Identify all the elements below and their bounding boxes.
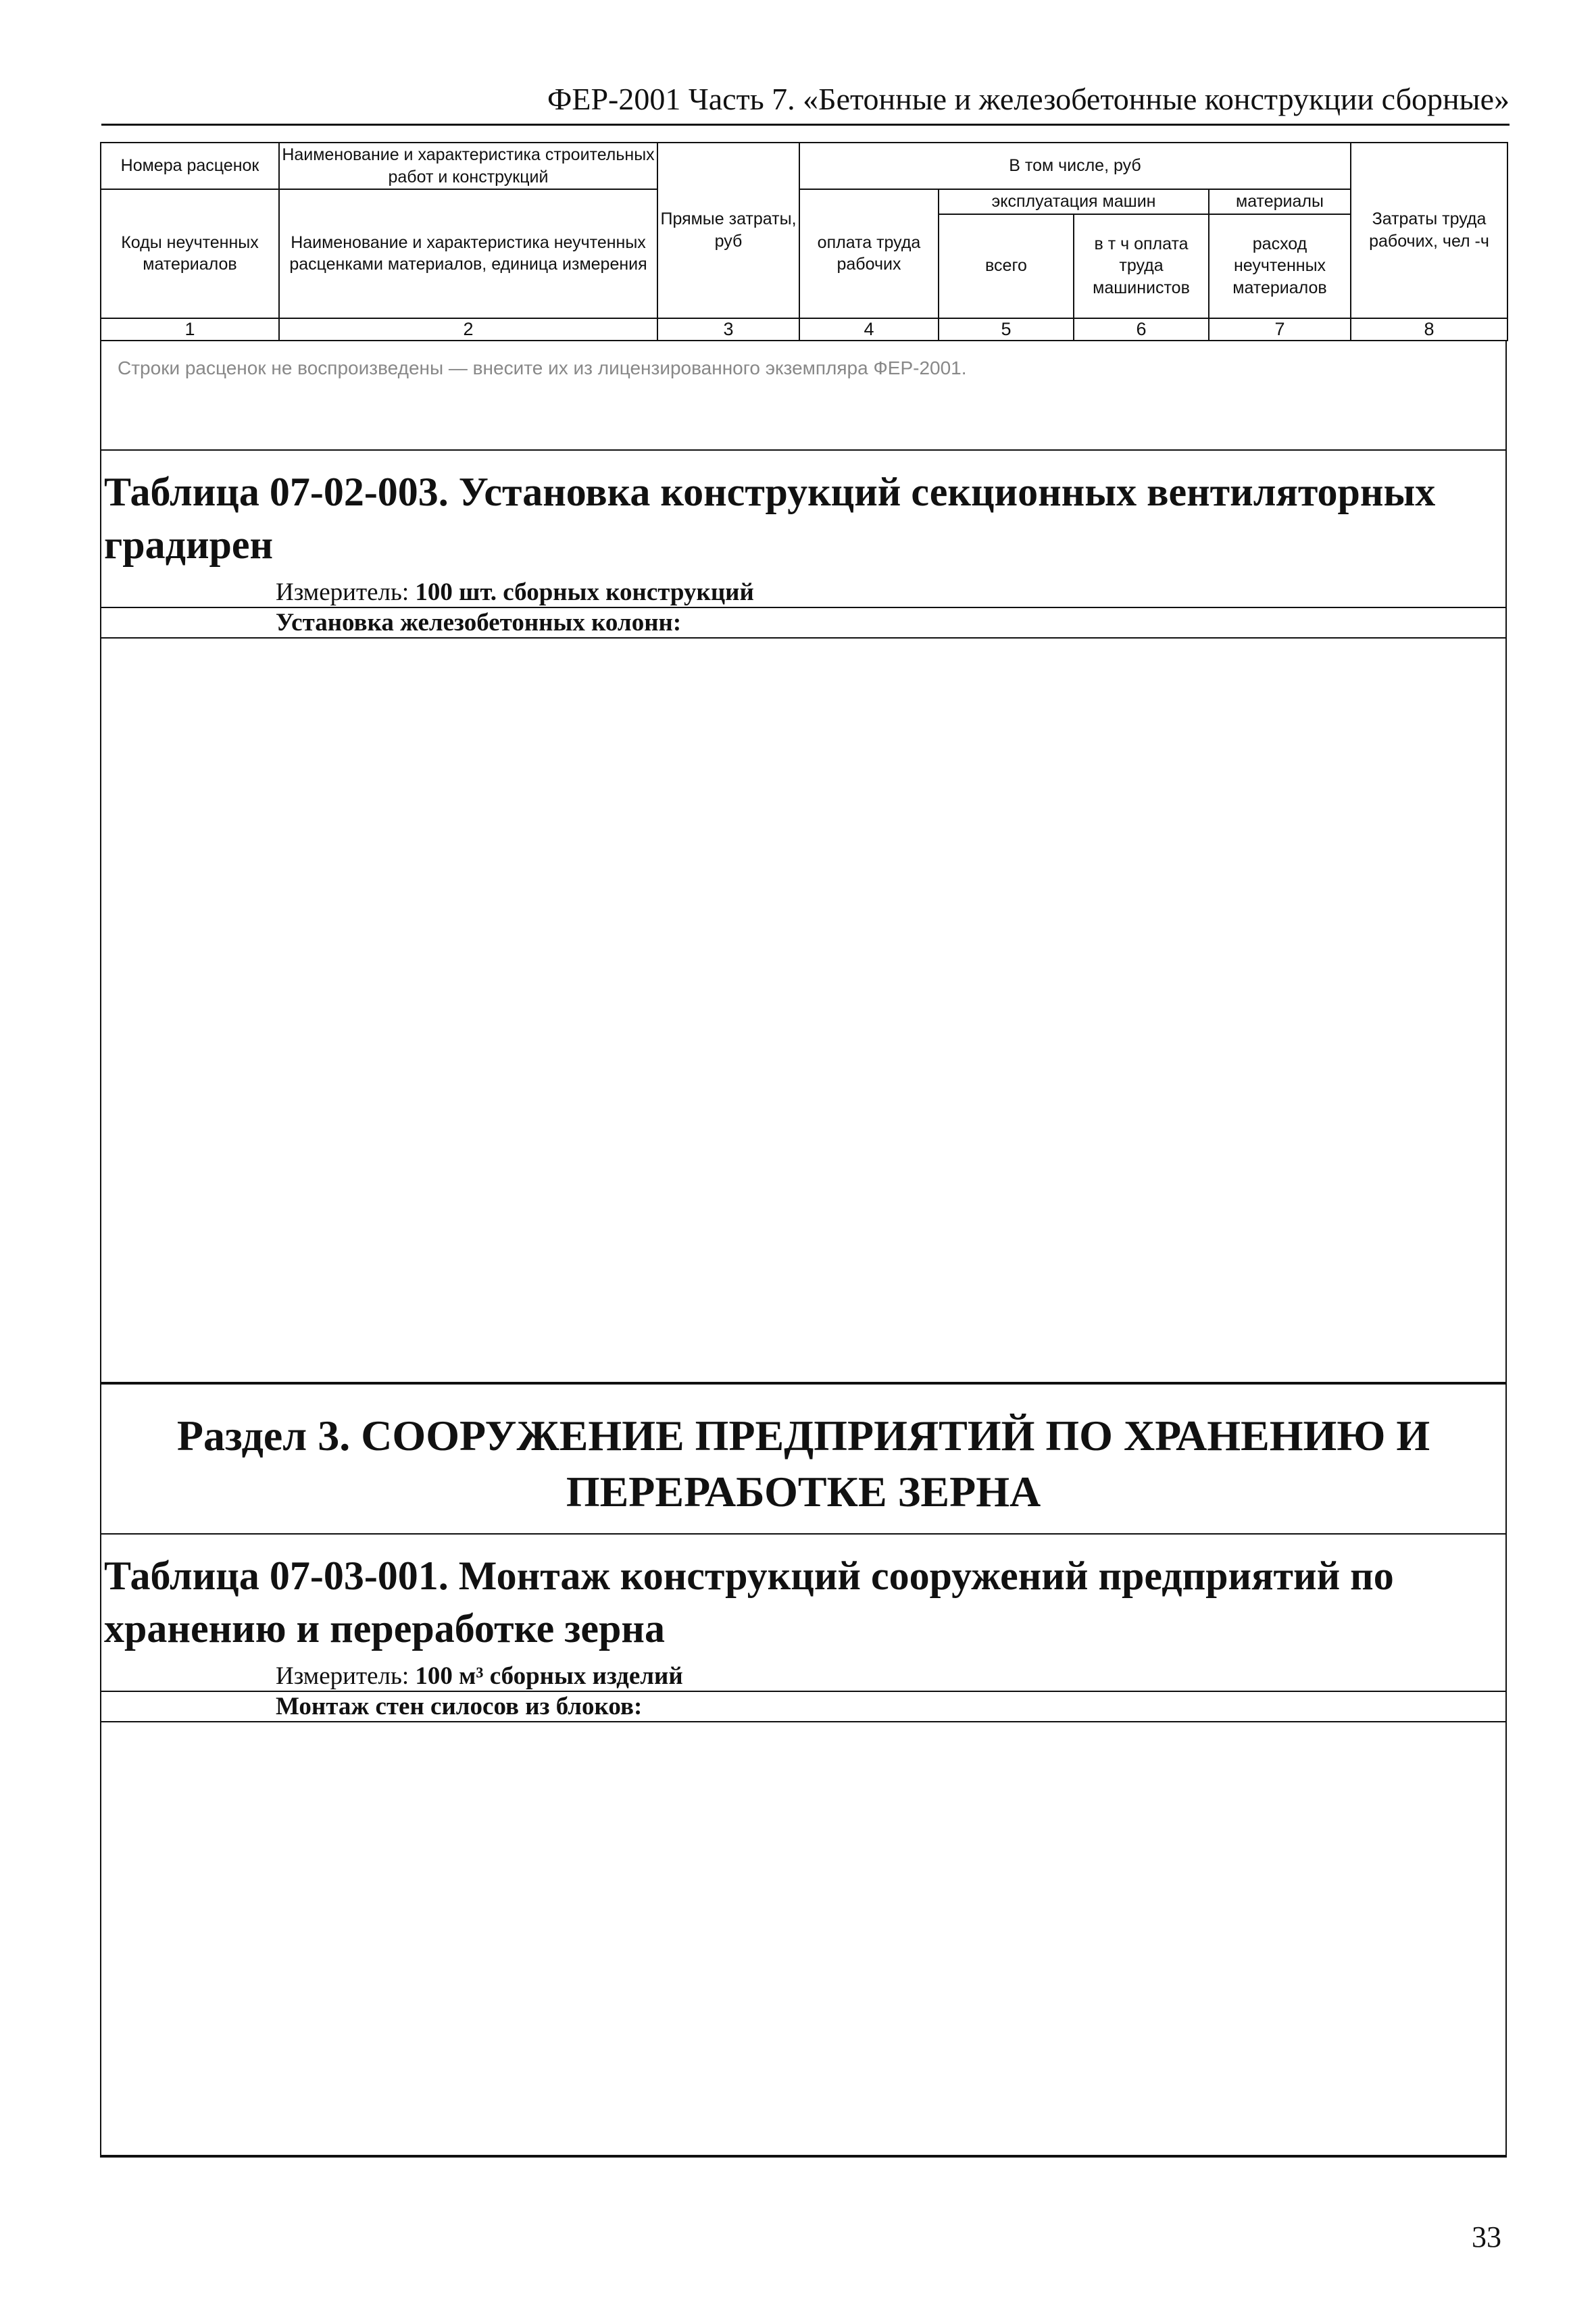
column-number: 2	[279, 318, 657, 341]
column-header-table	[100, 142, 1508, 341]
running-header: ФЕР-2001 Часть 7. «Бетонные и железобетонные конструкции сборные»	[101, 81, 1510, 126]
table-title	[101, 1535, 1505, 1662]
column-number: 5	[939, 318, 1074, 341]
col-material-code: Коды неучтенных материалов	[101, 189, 279, 318]
table-07-03-001	[100, 1535, 1507, 2158]
rates-sheet	[100, 142, 1507, 2158]
table-07-02-003	[100, 341, 1507, 1385]
page-number: 33	[1472, 2220, 1501, 2254]
section-3	[100, 1385, 1507, 1535]
col-machines: эксплуатация машин	[939, 189, 1209, 214]
col-materials: материалы	[1209, 189, 1351, 214]
column-numbers	[101, 318, 1507, 341]
meter-value: 100 м³ сборных изделий	[415, 1662, 683, 1690]
col-labour: Затраты труда рабочих, чел -ч	[1351, 143, 1507, 318]
col-work-name: Наименование и характеристика строительных работ и конструкций	[279, 143, 657, 189]
column-number: 3	[657, 318, 799, 341]
rows-placeholder	[101, 639, 1505, 1383]
unit-of-measure	[101, 578, 1505, 608]
col-machines-total: всего	[939, 214, 1074, 318]
column-number: 7	[1209, 318, 1351, 341]
section-title: Раздел 3. СООРУЖЕНИЕ ПРЕДПРИЯТИЙ ПО ХРАНЕНИЮ И ПЕРЕРАБОТКЕ ЗЕРНА	[176, 1411, 1430, 1516]
rows-placeholder	[101, 1722, 1505, 2156]
group-heading: Установка железобетонных колонн:	[101, 608, 1505, 639]
column-number: 1	[101, 318, 279, 341]
col-direct-costs: Прямые затраты, руб	[657, 143, 799, 318]
meter-value: 100 шт. сборных конструкций	[415, 578, 754, 606]
table-number: Таблица 07-02-003.	[104, 469, 449, 514]
meter-label: Измеритель:	[276, 1662, 409, 1690]
table-caption: Монтаж конструкций сооружений предприятий по хранению и переработке зерна	[104, 1553, 1394, 1651]
col-including: В том числе, руб	[799, 143, 1351, 189]
column-number: 6	[1074, 318, 1209, 341]
unit-of-measure	[101, 1662, 1505, 1692]
rows-note: Строки расценок не воспроизведены — внесите их из лицензированного экземпляра ФЕР-2001.	[118, 357, 967, 378]
col-materials-unaccounted: расход неучтенных материалов	[1209, 214, 1351, 318]
col-machines-operators: в т ч оплата труда машинистов	[1074, 214, 1209, 318]
group-heading: Монтаж стен силосов из блоков:	[101, 1692, 1505, 1722]
col-wages: оплата труда рабочих	[799, 189, 939, 318]
table-caption: Установка конструкций секционных вентиляторных градирен	[104, 469, 1436, 567]
column-number: 8	[1351, 318, 1507, 341]
meter-label: Измеритель:	[276, 578, 409, 606]
col-rate-number: Номера расценок	[101, 143, 279, 189]
rows-placeholder	[101, 341, 1505, 451]
table-number: Таблица 07-03-001.	[104, 1553, 449, 1598]
col-material-name: Наименование и характеристика неучтенных расценками материалов, единица измерения	[279, 189, 657, 318]
column-number: 4	[799, 318, 939, 341]
table-title	[101, 451, 1505, 578]
